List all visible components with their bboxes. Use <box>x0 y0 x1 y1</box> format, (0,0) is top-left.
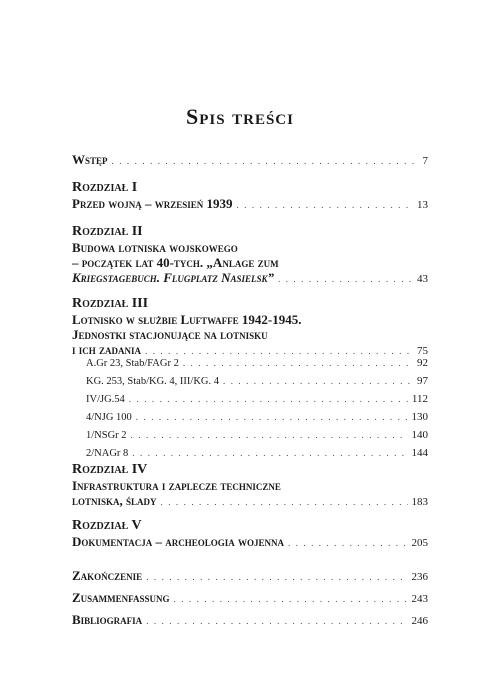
toc-entry-chapter-4 <box>72 462 428 510</box>
dot-leader <box>136 410 408 424</box>
toc-line <box>72 196 428 213</box>
page-number: 243 <box>411 593 428 605</box>
page-number: 13 <box>417 199 428 211</box>
toc-line <box>72 152 428 169</box>
subentry-label: A.Gr 23, Stab/FAGr 2 <box>86 358 179 369</box>
toc-entry-label: Wstęp <box>72 152 108 167</box>
toc-subentry <box>86 356 428 371</box>
toc-line <box>72 270 428 287</box>
dot-leader <box>112 154 419 169</box>
chapter-title: Przed wojną – wrzesień 1939 <box>72 196 233 211</box>
chapter-heading: Rozdział V <box>72 518 142 533</box>
dot-leader <box>236 198 413 213</box>
page-number: 92 <box>417 357 428 369</box>
toc-line <box>72 534 428 551</box>
chapter-title-line: Infrastruktura i zaplecze techniczne <box>72 478 281 493</box>
toc-line <box>72 568 428 585</box>
dot-leader <box>146 614 407 629</box>
chapter-title-line: i ich zadania <box>72 342 142 357</box>
dot-leader <box>131 428 408 442</box>
subentry-label: KG. 253, Stab/KG. 4, III/KG. 4 <box>86 376 219 387</box>
chapter-heading: Rozdział III <box>72 296 149 311</box>
chapter-heading: Rozdział II <box>72 224 143 239</box>
toc-line <box>72 493 428 510</box>
dot-leader <box>161 495 408 510</box>
page-number: 140 <box>411 429 428 441</box>
toc-entry-wstep <box>72 152 428 169</box>
chapter-title: Dokumentacja – archeologia wojenna <box>72 534 284 549</box>
chapter-title-line: lotniska, ślady <box>72 493 157 508</box>
toc-entry-label: Zakończenie <box>72 568 143 583</box>
subentry-label: 1/NSGr 2 <box>86 430 127 441</box>
page-number: 43 <box>417 273 428 285</box>
chapter-title-line: Kriegstagebuch. Flugplatz Nasielsk” <box>72 270 275 285</box>
subentry-label: 4/NJG 100 <box>86 412 132 423</box>
toc-entry-label: Zusammenfassung <box>72 590 170 605</box>
toc-entry-bibliografia <box>72 612 428 629</box>
page-number: 183 <box>411 496 428 508</box>
page-number: 112 <box>411 393 428 405</box>
toc-line <box>72 612 428 629</box>
page-number: 144 <box>411 447 428 459</box>
toc-subentry <box>86 428 428 443</box>
subentry-label: IV/JG.54 <box>86 394 125 405</box>
toc-entry-chapter-5 <box>72 518 428 551</box>
toc-subentry <box>86 392 428 407</box>
chapter-title-line: – początek lat 40-tych. „Anlage zum <box>72 255 279 270</box>
dot-leader <box>223 374 413 388</box>
toc-subentry <box>86 374 428 389</box>
dot-leader <box>183 356 413 370</box>
page-number: 246 <box>411 615 428 627</box>
page-number: 75 <box>417 345 428 357</box>
toc-entry-chapter-3 <box>72 296 428 359</box>
toc-entry-label: Bibliografia <box>72 612 143 627</box>
toc-subentry <box>86 410 428 425</box>
chapter-heading: Rozdział I <box>72 180 138 195</box>
chapter-title-line: Lotnisko w służbie Luftwaffe 1942-1945. <box>72 312 302 327</box>
dot-leader <box>288 536 408 551</box>
dot-leader <box>174 592 408 607</box>
toc-subentry <box>86 446 428 461</box>
page-number: 7 <box>422 155 428 167</box>
dot-leader <box>132 446 407 460</box>
page-number: 236 <box>411 571 428 583</box>
page-number: 130 <box>411 411 428 423</box>
toc-line <box>72 590 428 607</box>
chapter-title-line: Jednostki stacjonujące na lotnisku <box>72 327 268 342</box>
page-number: 205 <box>411 537 428 549</box>
toc-entry-zusammenfassung <box>72 590 428 607</box>
toc-entry-chapter-2 <box>72 224 428 287</box>
page-title: Spis treści <box>186 104 294 129</box>
dot-leader <box>129 392 408 406</box>
page-number: 97 <box>417 375 428 387</box>
chapter-heading: Rozdział IV <box>72 462 148 477</box>
chapter-title-line: Budowa lotniska wojskowego <box>72 240 238 255</box>
subentry-label: 2/NAGr 8 <box>86 448 129 459</box>
toc-entry-chapter-1 <box>72 180 428 213</box>
toc-entry-zakonczenie <box>72 568 428 585</box>
dot-leader <box>278 272 413 287</box>
dot-leader <box>146 570 407 585</box>
